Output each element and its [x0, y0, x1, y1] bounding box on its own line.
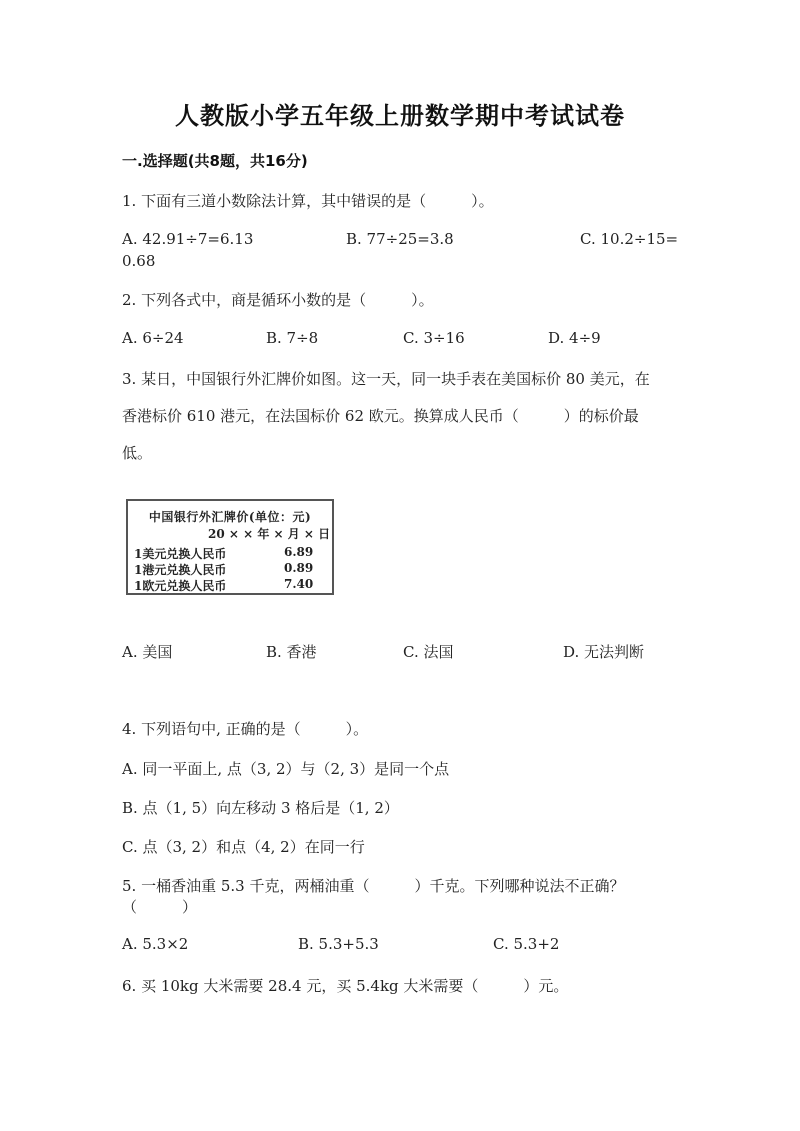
section-heading: 一.选择题(共8题，共16分): [122, 152, 308, 170]
exchange-rate-label: 1美元兑换人民币: [134, 547, 227, 561]
page-title: 人教版小学五年级上册数学期中考试试卷: [175, 102, 625, 130]
question-1-stem: 1. 下面有三道小数除法计算，其中错误的是（ ）。: [122, 192, 494, 210]
question-3-option-d: D. 无法判断: [563, 643, 645, 661]
question-4-option-a: A. 同一平面上, 点（3, 2）与（2, 3）是同一个点: [122, 760, 450, 778]
question-3-stem-line-2: 香港标价 610 港元，在法国标价 62 欧元。换算成人民币（ ）的标价最: [122, 407, 639, 425]
exchange-rate-table: [126, 499, 334, 595]
question-4-option-c: C. 点（3, 2）和点（4, 2）在同一行: [122, 838, 365, 856]
exchange-rate-label: 1欧元兑换人民币: [134, 579, 227, 593]
exchange-rate-value: 6.89: [284, 545, 314, 559]
question-2-option-b: B. 7÷8: [266, 329, 319, 347]
question-5-stem: 5. 一桶香油重 5.3 千克，两桶油重（ ）千克。下列哪种说法不正确？: [122, 877, 625, 895]
exchange-rate-value: 7.40: [284, 577, 314, 591]
exchange-rate-table-date: 20 × × 年 × 月 × 日: [208, 527, 331, 541]
exchange-rate-value: 0.89: [284, 561, 314, 575]
question-3-stem-line-3: 低。: [122, 444, 153, 462]
question-2-stem: 2. 下列各式中，商是循环小数的是（ ）。: [122, 291, 434, 309]
question-3-stem-line-1: 3. 某日，中国银行外汇牌价如图。这一天，同一块手表在美国标价 80 美元，在: [122, 370, 650, 388]
question-2-option-d: D. 4÷9: [548, 329, 601, 347]
exchange-rate-table-title: 中国银行外汇牌价(单位：元): [148, 510, 312, 524]
question-5-option-b: B. 5.3+5.3: [298, 935, 379, 953]
question-3-option-c: C. 法国: [403, 643, 454, 661]
question-5-stem-continued: （ ）: [122, 898, 198, 916]
question-1-option-c: C. 10.2÷15=: [580, 230, 679, 248]
exchange-rate-label: 1港元兑换人民币: [134, 563, 227, 577]
question-2-option-c: C. 3÷16: [403, 329, 465, 347]
question-1-option-c-continued: 0.68: [122, 252, 156, 270]
question-2-option-a: A. 6÷24: [122, 329, 184, 347]
question-4-stem: 4. 下列语句中, 正确的是（ ）。: [122, 720, 369, 738]
question-4-option-b: B. 点（1, 5）向左移动 3 格后是（1, 2）: [122, 799, 399, 817]
question-1-option-a: A. 42.91÷7=6.13: [122, 230, 254, 248]
question-5-option-c: C. 5.3+2: [493, 935, 560, 953]
question-6-stem: 6. 买 10kg 大米需要 28.4 元，买 5.4kg 大米需要（ ）元。: [122, 977, 569, 995]
question-5-option-a: A. 5.3×2: [122, 935, 189, 953]
question-3-option-b: B. 香港: [266, 643, 317, 661]
question-1-option-b: B. 77÷25=3.8: [346, 230, 454, 248]
question-3-option-a: A. 美国: [122, 643, 173, 661]
